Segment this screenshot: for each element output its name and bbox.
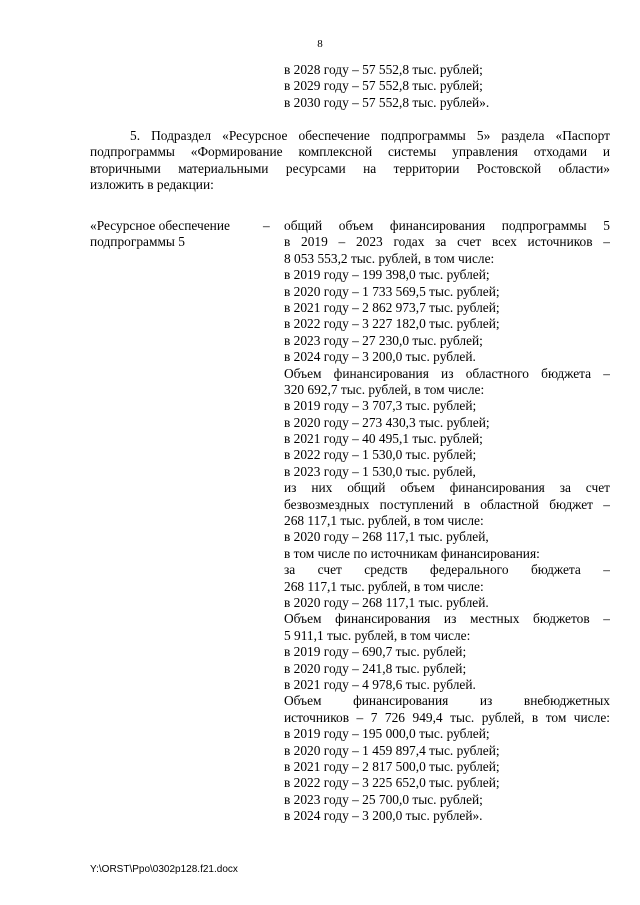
funding-line: в том числе по источникам финансирования: <box>284 545 540 561</box>
resource-label <box>90 218 250 251</box>
funding-line: в 2024 году – 3 200,0 тыс. рублей. <box>284 349 476 365</box>
funding-line: из них общий объем финансирования за счет <box>284 480 610 496</box>
funding-line: Объем финансирования из областного бюджета – <box>284 365 610 381</box>
funding-line: 268 117,1 тыс. рублей, в том числе: <box>284 513 484 529</box>
page-number: 8 <box>317 38 323 50</box>
funding-line: в 2021 году – 40 495,1 тыс. рублей; <box>284 431 483 447</box>
funding-line: в 2020 году – 1 733 569,5 тыс. рублей; <box>284 283 500 299</box>
funding-line: в 2024 году – 3 200,0 тыс. рублей». <box>284 808 483 824</box>
funding-line: в 2022 году – 3 227 182,0 тыс. рублей; <box>284 316 500 332</box>
funding-line: в 2022 году – 3 225 652,0 тыс. рублей; <box>284 775 500 791</box>
funding-line: источников – 7 726 949,4 тыс. рублей, в том числе: <box>284 709 610 725</box>
funding-line: в 2019 году – 195 000,0 тыс. рублей; <box>284 726 490 742</box>
funding-line: безвозмездных поступлений в областной бюджет – <box>284 496 610 512</box>
prev-line: в 2028 году – 57 552,8 тыс. рублей; <box>284 62 483 77</box>
funding-line: 8 053 553,2 тыс. рублей, в том числе: <box>284 250 495 266</box>
file-path-footer: Y:\ORST\Ppo\0302p128.f21.docx <box>90 864 238 875</box>
funding-line: в 2020 году – 241,8 тыс. рублей; <box>284 660 467 676</box>
funding-line: в 2023 году – 25 700,0 тыс. рублей; <box>284 791 483 807</box>
resource-label-line: подпрограммы 5 <box>90 234 185 250</box>
funding-line: в 2020 году – 268 117,1 тыс. рублей, <box>284 529 489 545</box>
funding-line: в 2020 году – 1 459 897,4 тыс. рублей; <box>284 742 500 758</box>
funding-line: в 2019 – 2023 годах за счет всех источников – <box>284 234 610 250</box>
funding-line: в 2022 году – 1 530,0 тыс. рублей; <box>284 447 477 463</box>
funding-line: в 2021 году – 4 978,6 тыс. рублей. <box>284 676 476 692</box>
prev-line: в 2030 году – 57 552,8 тыс. рублей». <box>284 94 490 110</box>
funding-line: в 2021 году – 2 817 500,0 тыс. рублей; <box>284 758 500 774</box>
paragraph-line: 5. Подраздел «Ресурсное обеспечение подпрограммы 5» раздела «Паспорт <box>130 128 610 143</box>
amendment-paragraph <box>90 128 610 194</box>
funding-line: в 2023 году – 1 530,0 тыс. рублей, <box>284 463 476 479</box>
separator-dash: – <box>263 218 270 233</box>
funding-line: Объем финансирования из внебюджетных <box>284 693 610 709</box>
funding-line: в 2019 году – 3 707,3 тыс. рублей; <box>284 398 477 414</box>
funding-line: 320 692,7 тыс. рублей, в том числе: <box>284 381 485 397</box>
funding-line: за счет средств федерального бюджета – <box>284 562 610 578</box>
funding-line: 268 117,1 тыс. рублей, в том числе: <box>284 578 484 594</box>
funding-line: 5 911,1 тыс. рублей, в том числе: <box>284 627 471 643</box>
funding-line: Объем финансирования из местных бюджетов – <box>284 611 610 627</box>
paragraph-line: вторичными материальными ресурсами на территории Ростовской области» <box>90 160 610 176</box>
prev-line: в 2029 году – 57 552,8 тыс. рублей; <box>284 78 483 94</box>
resource-label-line: «Ресурсное обеспечение <box>90 218 230 233</box>
funding-line: в 2020 году – 268 117,1 тыс. рублей. <box>284 594 489 610</box>
paragraph-line: изложить в редакции: <box>90 177 214 193</box>
funding-line: в 2023 году – 27 230,0 тыс. рублей; <box>284 332 483 348</box>
funding-line: в 2021 году – 2 862 973,7 тыс. рублей; <box>284 299 500 315</box>
funding-line: в 2019 году – 690,7 тыс. рублей; <box>284 644 467 660</box>
funding-line: в 2019 году – 199 398,0 тыс. рублей; <box>284 267 490 283</box>
funding-line: общий объем финансирования подпрограммы 5 <box>284 218 610 233</box>
previous-section-tail <box>284 62 489 111</box>
funding-line: в 2020 году – 273 430,3 тыс. рублей; <box>284 414 490 430</box>
funding-details <box>284 218 610 824</box>
paragraph-line: подпрограммы «Формирование комплексной системы управления отходами и <box>90 144 610 160</box>
